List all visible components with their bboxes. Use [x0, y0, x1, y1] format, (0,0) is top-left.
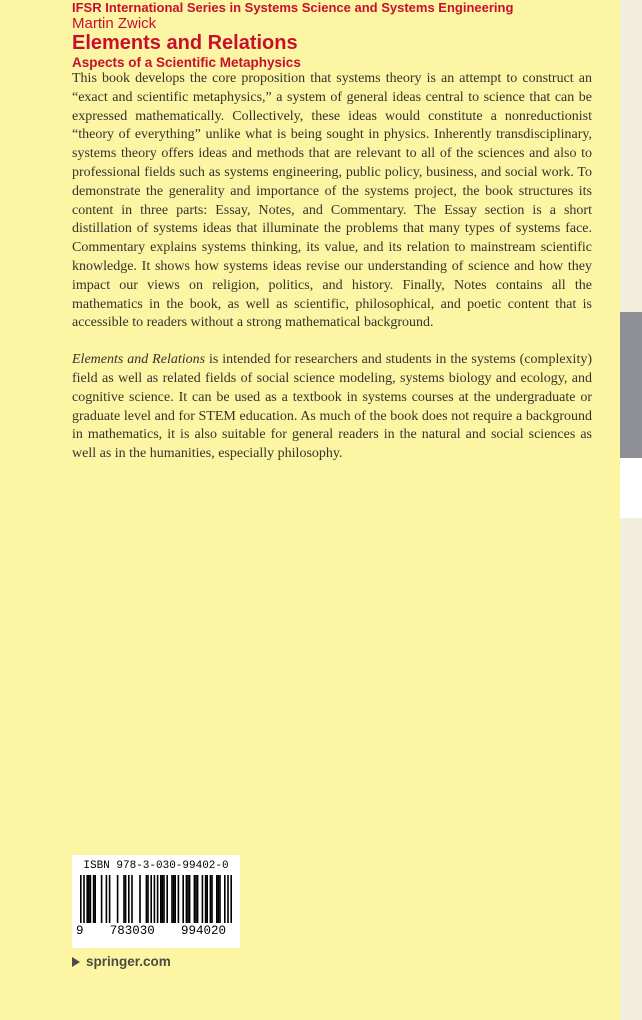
barcode-bars-icon	[80, 875, 232, 923]
book-title-italic: Elements and Relations	[72, 352, 206, 368]
author-name: Martin Zwick	[72, 15, 157, 32]
spine-strip	[620, 0, 642, 1020]
barcode-digit-group-2: 783030	[109, 924, 155, 938]
springer-arrow-icon	[72, 957, 80, 967]
isbn-label: ISBN 978-3-030-99402-0	[83, 860, 229, 872]
barcode-number	[72, 924, 240, 938]
isbn-barcode-panel	[72, 855, 240, 948]
back-cover-paragraph-1: This book develops the core proposition that systems theory is an attempt to construct an “exact and scientific metaphysics,” a system of general ideas central to science that can be expressed mathematically. Collectively, these ideas would constitute a nonreductionist “theory of everything” unlike what is being sought in physics. Inherently transdisciplinary, systems theory offers ideas and methods that are relevant to all of the sciences and also to professional fields such as systems engineering, public policy, business, and social work. To demonstrate the generality and importance of the systems project, the book structures its content in three parts: Essay, Notes, and Commentary. The Essay section is a short distillation of systems ideas that illuminate the problems that many types of systems face. Commentary explains systems thinking, its value, and its relation to mainstream scientific knowledge. It shows how systems ideas revise our understanding of science and how they impact our views on religion, politics, and history. Finally, Notes contains all the mathematics in the book, as well as scientific, philosophical, and poetic content that is accessible to readers without a strong mathematical background.	[72, 71, 592, 331]
book-subtitle: Aspects of a Scientific Metaphysics	[72, 55, 301, 70]
book-title: Elements and Relations	[72, 32, 298, 54]
paragraph-2-text: is intended for researchers and students in the systems (complexity) field as well as related fields of social science modeling, systems biology and ecology, and cognitive science. It can be used as a textbook in systems courses at the undergraduate or graduate level and for STEM education. As much of the book does not require a background in mathematics, it is also suitable for general readers in the natural and social sciences as well as in the humanities, especially philosophy.	[72, 352, 592, 462]
back-cover-paragraph-2	[72, 351, 592, 464]
publisher-footer	[72, 954, 171, 969]
publisher-url: springer.com	[86, 954, 171, 969]
cover-text-block	[72, 0, 592, 464]
spine-white-block	[620, 458, 642, 518]
barcode-digit-group-1: 9	[76, 924, 84, 938]
spine-gray-block	[620, 312, 642, 458]
series-title: IFSR International Series in Systems Science and Systems Engineering	[72, 0, 514, 15]
barcode-digit-group-3: 994020	[180, 924, 226, 938]
